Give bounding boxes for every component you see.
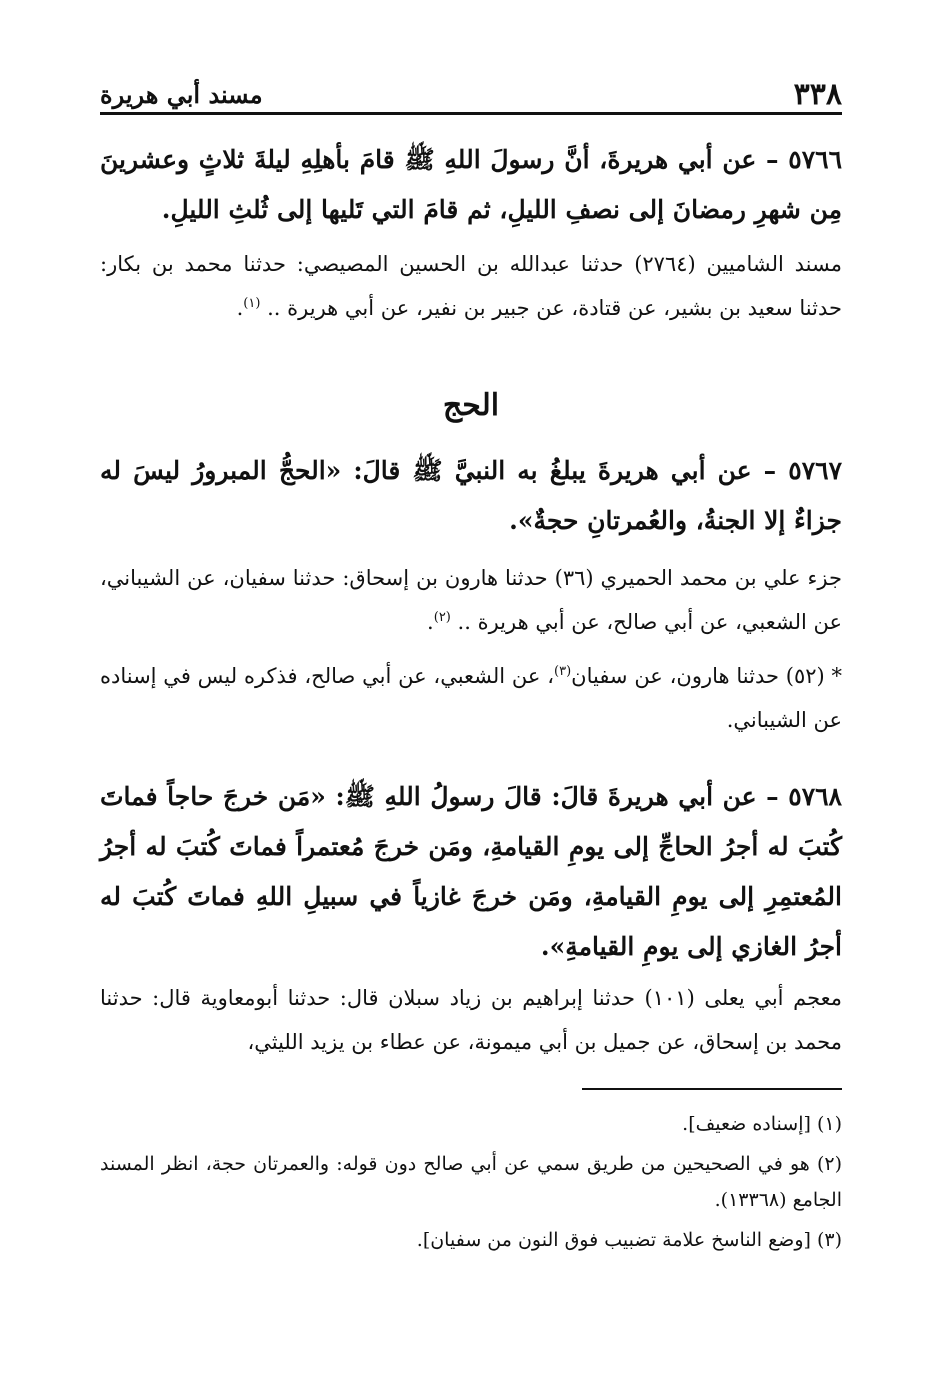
hadith-text: – عن أبي هريرةَ قالَ: قالَ رسولُ اللهِ ﷺ: «مَن خرجَ حاجاً فماتَ كُتبَ له أجرُ الحاجِّ إلى يومِ القيامةِ، ومَن خرجَ مُعتمراً فماتَ كُتبَ له أجرُ المُعتمِرِ إلى يومِ القيامةِ، ومَن خرجَ غازياً في سبيلِ اللهِ فماتَ كُتبَ له أجرُ الغازي إلى يومِ القيامةِ». (100, 782, 842, 961)
footnote-2: (٢) هو في الصحيحين من طريق سمي عن أبي صالح دون قوله: والعمرتان حجة، انظر المسند الجامع (١٣٣٦٨). (100, 1153, 842, 1211)
source-text: جزء علي بن محمد الحميري (٣٦) حدثنا هارون بن إسحاق: حدثنا سفيان، عن الشيباني، عن الشعبي، عن أبي صالح، عن أبي هريرة .. (100, 566, 842, 634)
hadith-5768-source (100, 976, 842, 1064)
page-number: ٣٣٨ (793, 77, 842, 112)
hadith-text: – عن أبي هريرةَ يبلغُ به النبيَّ ﷺ قالَ: «الحجُّ المبرورُ ليسَ له جزاءٌ إلا الجنةُ، والعُمرتانِ حجةٌ». (100, 456, 842, 535)
source-end: . (427, 610, 434, 634)
hadith-text: – عن أبي هريرةَ، أنَّ رسولَ اللهِ ﷺ قامَ بأهلِهِ ليلةَ ثلاثٍ وعشرينَ مِن شهرِ رمضانَ إلى نصفِ الليلِ، ثم قامَ التي تَليها إلى ثُلثِ الليلِ. (100, 145, 842, 224)
footnote-marker: (١) (243, 296, 261, 311)
hadith-number: ٥٧٦٨ (788, 782, 842, 811)
hadith-5766-source (100, 242, 842, 330)
hadith-number: ٥٧٦٧ (788, 456, 842, 485)
footnote-3: (٣) [وضع الناسخ علامة تضبيب فوق النون من سفيان]. (416, 1229, 842, 1251)
section-title: الحج (442, 388, 500, 423)
footnote-separator (582, 1088, 842, 1090)
source-text: معجم أبي يعلى (١٠١) حدثنا إبراهيم بن زياد سبلان قال: حدثنا أبومعاوية قال: حدثنا محمد بن إسحاق، عن جميل بن أبي ميمونة، عن عطاء بن يزيد الليثي، (100, 986, 842, 1054)
hadith-5766 (100, 135, 842, 235)
source-text: مسند الشاميين (٢٧٦٤) حدثنا عبدالله بن الحسين المصيصي: حدثنا محمد بن بكار: حدثنا سعيد بن بشير، عن قتادة، عن جبير بن نفير، عن أبي هريرة .. (100, 252, 842, 320)
source-end: . (236, 296, 244, 320)
hadith-5768 (100, 772, 842, 972)
running-title: مسند أبي هريرة (100, 80, 263, 109)
note-text-end: ، عن الشعبي، عن أبي صالح، فذكره ليس في إسناده عن الشيباني. (100, 664, 842, 732)
footnotes (100, 1106, 842, 1262)
footnote-marker: (٣) (554, 664, 572, 679)
hadith-5767-source (100, 556, 842, 644)
footnote-1: (١) [إسناده ضعيف]. (682, 1113, 842, 1135)
note-text: * (٥٢) حدثنا هارون، عن سفيان (571, 664, 842, 688)
hadith-5767 (100, 446, 842, 546)
footnote-marker: (٢) (433, 610, 451, 625)
page-header (100, 78, 842, 115)
hadith-number: ٥٧٦٦ (788, 145, 842, 174)
hadith-5767-note (100, 654, 842, 742)
